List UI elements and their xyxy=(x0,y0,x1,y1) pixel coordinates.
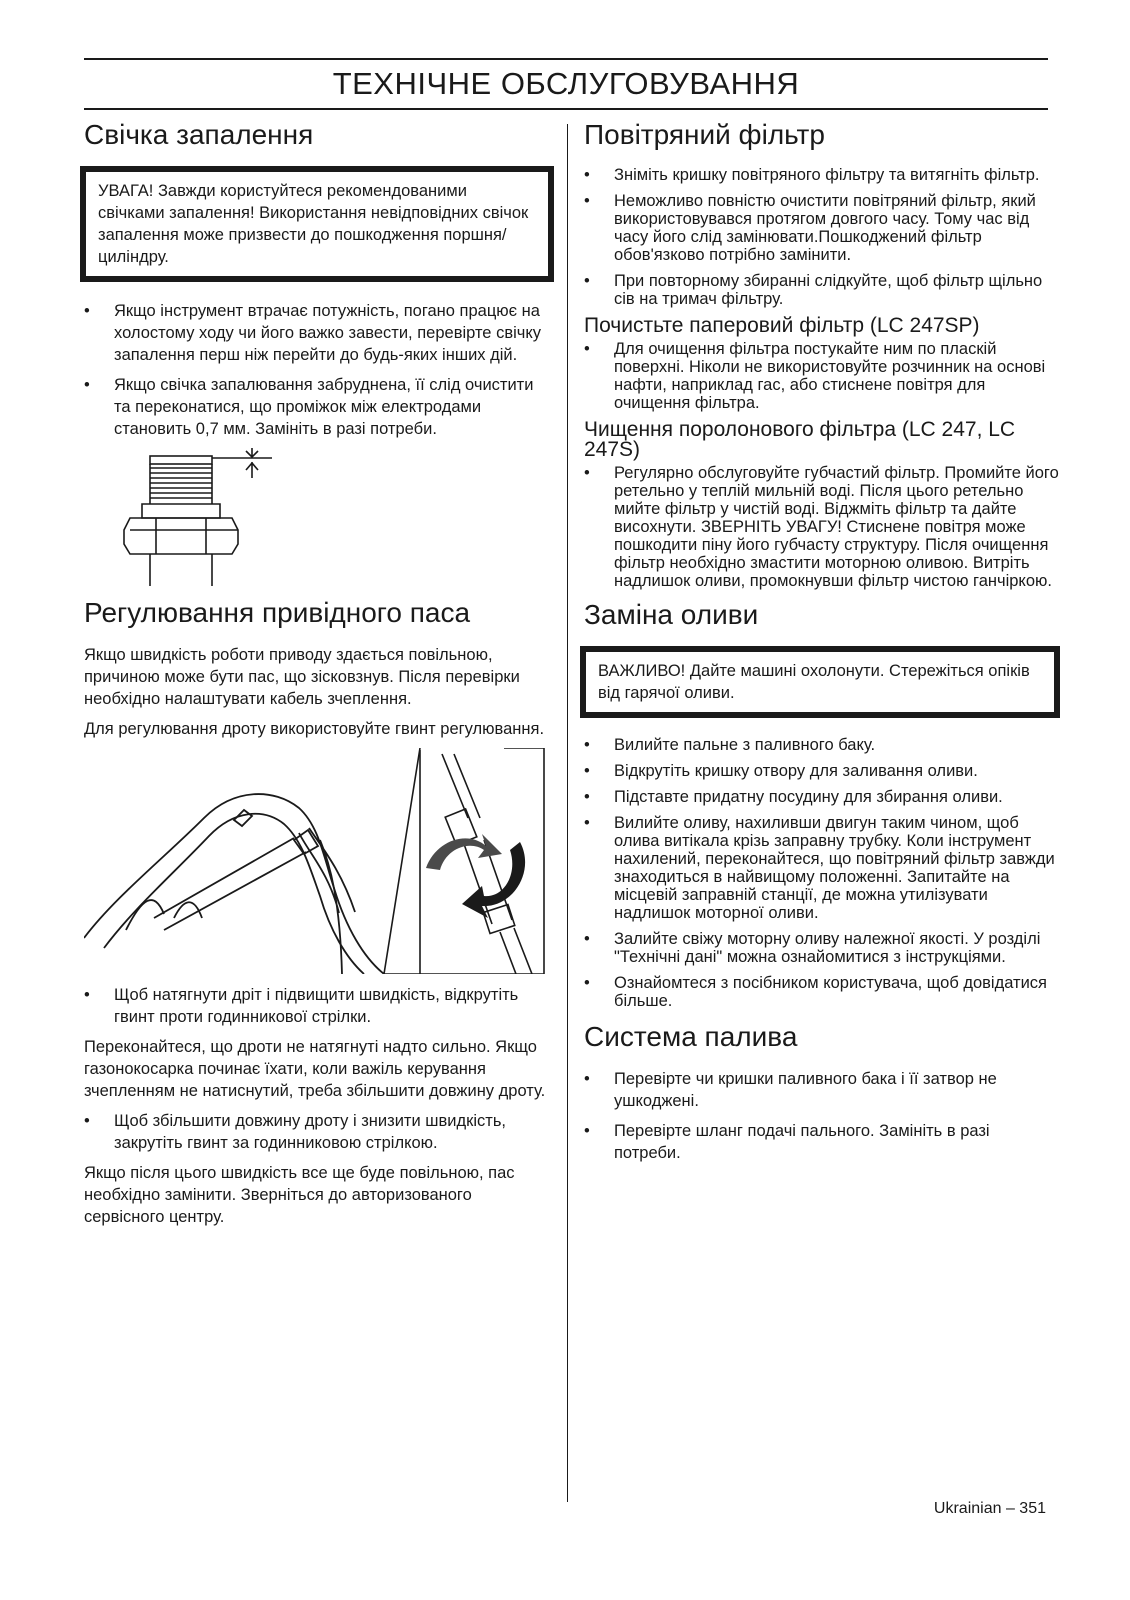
belt-heading: Регулювання привідного паса xyxy=(84,597,471,628)
spark-plug-list xyxy=(84,300,554,440)
list-item: • Залийте свіжу моторну оливу належної якості. У розділі "Технічні дані" можна ознайомитися з інструкціями. xyxy=(584,930,1060,966)
list-item: • Відкрутіть кришку отвору для заливання оливи. xyxy=(584,762,1060,780)
list-item: • Ознайомтеся з посібником користувача, щоб довідатися більше. xyxy=(584,974,1060,1010)
list-item: • Щоб збільшити довжину дроту і знизити швидкість, закрутіть гвинт за годинниковою стрілкою. xyxy=(84,1110,554,1154)
page-number: Ukrainian – 351 xyxy=(933,1500,1046,1517)
paper-filter-list xyxy=(584,340,1060,412)
belt-paragraph-2: Для регулювання дроту використовуйте гвинт регулювання. xyxy=(84,720,545,738)
belt-paragraph-1: Якщо швидкість роботи приводу здається повільною, причиною може бути пас, що зісковзнув. Після перевірки необхідно налаштувати кабель зчеплення. xyxy=(84,646,520,708)
list-item: • Регулярно обслуговуйте губчастий фільтр. Промийте його ретельно у теплій мильній воді. Після цього ретельно мийте фільтр у чистій воді. Віджміть фільтр та дайте висохнути. ЗВЕРНІТЬ УВАГУ! Стиснене повітря може пошкодити піну його губчасту структуру. Після очищення фільтр необхідно змастити моторною оливою. Витріть надлишок оливи, промокнувши фільтр чистою ганчіркою. xyxy=(584,464,1060,590)
list-item: • Підставте придатну посудину для збирання оливи. xyxy=(584,788,1060,806)
list-item: • Неможливо повністю очистити повітряний фільтр, який використовувався протягом довгого часу. Тому час від часу його слід замінювати.Пошкоджений фільтр обов'язково потрібно замінити. xyxy=(584,192,1060,264)
spark-plug-heading: Свічка запалення xyxy=(84,119,314,150)
list-item: • При повторному збиранні слідкуйте, щоб фільтр щільно сів на тримач фільтру. xyxy=(584,272,1060,308)
foam-filter-list xyxy=(584,464,1060,590)
spark-plug-diagram xyxy=(116,448,316,586)
list-item: • Вилийте оливу, нахиливши двигун таким чином, щоб олива витікала крізь заправну трубку. Коли інструмент нахилений, переконайтеся, що повітряний фільтр завжди знаходиться в найвищому положенні. Запитайте на місцевій заправній станції, де можна утилізувати надлишок моторної оливи. xyxy=(584,814,1060,922)
belt-list-1 xyxy=(84,984,554,1028)
list-item: • Зніміть кришку повітряного фільтру та витягніть фільтр. xyxy=(584,166,1060,184)
belt-list-2 xyxy=(84,1110,554,1154)
oil-change-list xyxy=(584,736,1060,1010)
right-column xyxy=(584,118,1060,1172)
foam-filter-heading: Чищення поролонового фільтра (LC 247, LC 247S) xyxy=(584,418,1016,461)
list-item: • Для очищення фільтра постукайте ним по пласкій поверхні. Ніколи не використовуйте розчинник на основі нафти, наприклад гас, або стиснене повітря для очищення фільтра. xyxy=(584,340,1060,412)
header-rule-bottom xyxy=(84,108,1048,110)
fuel-system-list xyxy=(584,1068,1060,1164)
air-filter-heading: Повітряний фільтр xyxy=(584,119,825,150)
air-filter-list xyxy=(584,166,1060,308)
clutch-cable-diagram xyxy=(84,748,554,974)
list-item: • Перевірте чи кришки паливного бака і її затвор не ушкоджені. xyxy=(584,1068,1060,1112)
page-title: ТЕХНІЧНЕ ОБСЛУГОВУВАННЯ xyxy=(332,66,800,101)
fuel-system-heading: Система палива xyxy=(584,1021,798,1052)
paper-filter-heading: Почистьте паперовий фільтр (LC 247SP) xyxy=(584,314,980,337)
header-rule-top xyxy=(84,58,1048,60)
list-item: • Щоб натягнути дріт і підвищити швидкість, відкрутіть гвинт проти годинникової стрілки. xyxy=(84,984,554,1028)
left-column xyxy=(84,118,554,1236)
list-item: • Вилийте пальне з паливного баку. xyxy=(584,736,1060,754)
belt-paragraph-4: Якщо після цього швидкість все ще буде повільною, пас необхідно замінити. Зверніться до авторизованого сервісного центру. xyxy=(84,1164,515,1226)
oil-change-heading: Заміна оливи xyxy=(584,599,759,630)
spark-plug-warning: УВАГА! Завжди користуйтеся рекомендованими свічками запалення! Використання невідповідних свічок запалення може призвести до пошкодження поршня/ циліндру. xyxy=(80,166,554,282)
belt-paragraph-3: Переконайтеся, що дроти не натягнуті надто сильно. Якщо газонокосарка починає їхати, коли важіль керування зчепленням не натиснутий, треба збільшити довжину дроту. xyxy=(84,1038,546,1100)
list-item: • Перевірте шланг подачі пального. Замініть в разі потреби. xyxy=(584,1120,1060,1164)
column-divider xyxy=(567,124,568,1502)
list-item: • Якщо свічка запалювання забруднена, її слід очистити та переконатися, що проміжок між електродами становить 0,7 мм. Замініть в разі потреби. xyxy=(84,374,554,440)
list-item: • Якщо інструмент втрачає потужність, погано працює на холостому ходу чи його важко завести, перевірте свічку запалення перш ніж перейти до будь-яких інших дій. xyxy=(84,300,554,366)
oil-change-warning: ВАЖЛИВО! Дайте машині охолонути. Стережіться опіків від гарячої оливи. xyxy=(580,646,1060,718)
